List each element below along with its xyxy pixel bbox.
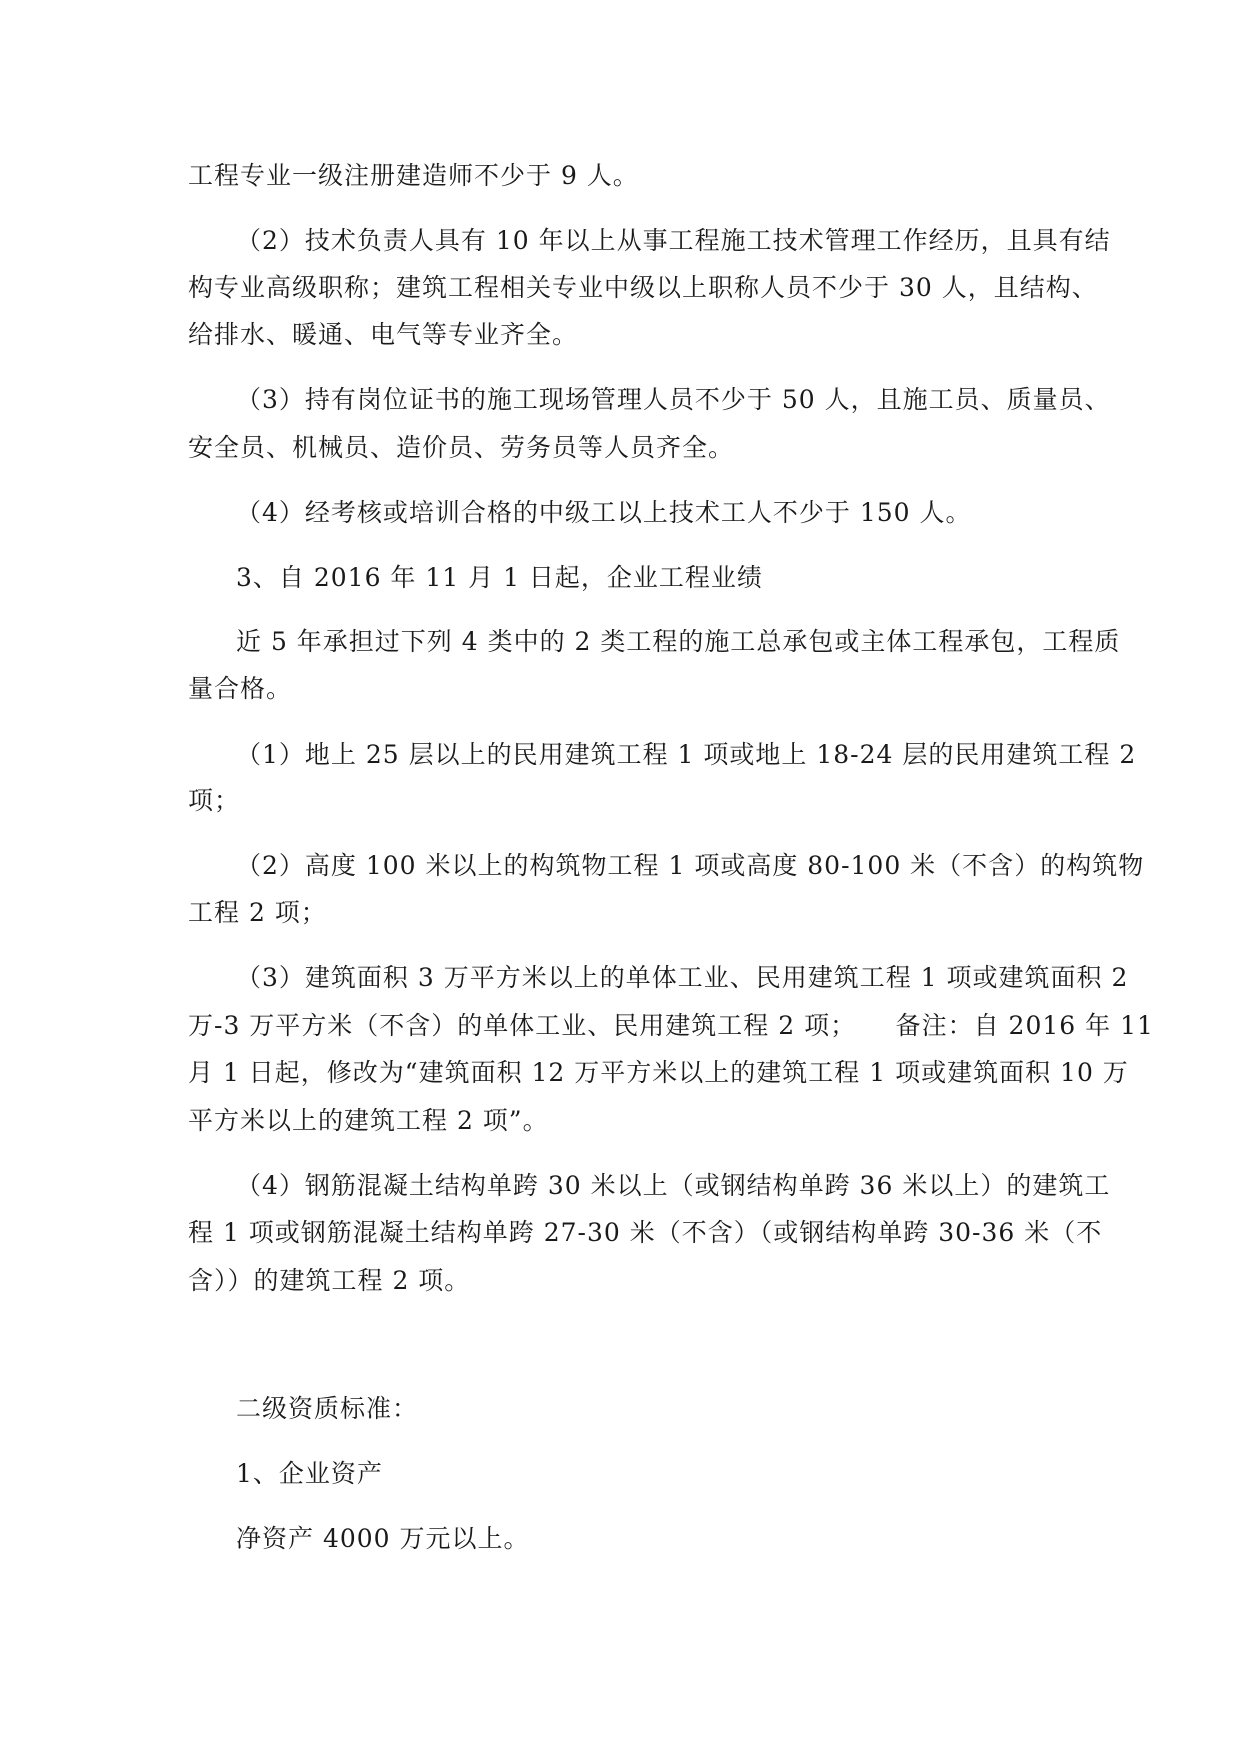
paragraph-line: 近 5 年承担过下列 4 类中的 2 类工程的施工总承包或主体工程承包，工程质 <box>236 627 1121 656</box>
paragraph-line: 万-3 万平方米（不含）的单体工业、民用建筑工程 2 项； 备注：自 2016 年 11 <box>188 1011 1154 1040</box>
paragraph-line: 含））的建筑工程 2 项。 <box>188 1266 471 1295</box>
paragraph-line: （4）经考核或培训合格的中级工以上技术工人不少于 150 人。 <box>236 498 972 527</box>
paragraph-line: （3）持有岗位证书的施工现场管理人员不少于 50 人，且施工员、质量员、 <box>236 385 1111 414</box>
paragraph-line: 工程专业一级注册建造师不少于 9 人。 <box>188 161 639 190</box>
paragraph-line: 净资产 4000 万元以上。 <box>236 1524 530 1553</box>
paragraph-line: 量合格。 <box>188 674 293 703</box>
paragraph-line: 程 1 项或钢筋混凝土结构单跨 27-30 米（不含）（或钢结构单跨 30-36 米（不 <box>188 1218 1103 1247</box>
paragraph-line: 项； <box>188 786 241 815</box>
section-heading: 1、企业资产 <box>236 1459 383 1488</box>
section-heading: 3、自 2016 年 11 月 1 日起，企业工程业绩 <box>236 563 763 592</box>
paragraph-line: 工程 2 项； <box>188 898 327 927</box>
paragraph-line: 月 1 日起，修改为“建筑面积 12 万平方米以上的建筑工程 1 项或建筑面积 10 万 <box>188 1058 1129 1087</box>
paragraph-line: （2）技术负责人具有 10 年以上从事工程施工技术管理工作经历，且具有结 <box>236 226 1111 255</box>
section-heading: 二级资质标准： <box>236 1394 419 1423</box>
paragraph-line: 给排水、暖通、电气等专业齐全。 <box>188 320 579 349</box>
paragraph-line: （2）高度 100 米以上的构筑物工程 1 项或高度 80-100 米（不含）的构筑物 <box>236 851 1145 880</box>
paragraph-line: 平方米以上的建筑工程 2 项”。 <box>188 1106 549 1135</box>
paragraph-line: 安全员、机械员、造价员、劳务员等人员齐全。 <box>188 433 735 462</box>
paragraph-line: （4）钢筋混凝土结构单跨 30 米以上（或钢结构单跨 36 米以上）的建筑工 <box>236 1171 1111 1200</box>
paragraph-line: 构专业高级职称；建筑工程相关专业中级以上职称人员不少于 30 人，且结构、 <box>188 273 1098 302</box>
paragraph-line: （1）地上 25 层以上的民用建筑工程 1 项或地上 18-24 层的民用建筑工程 2 <box>236 740 1137 769</box>
paragraph-line: （3）建筑面积 3 万平方米以上的单体工业、民用建筑工程 1 项或建筑面积 2 <box>236 963 1129 992</box>
